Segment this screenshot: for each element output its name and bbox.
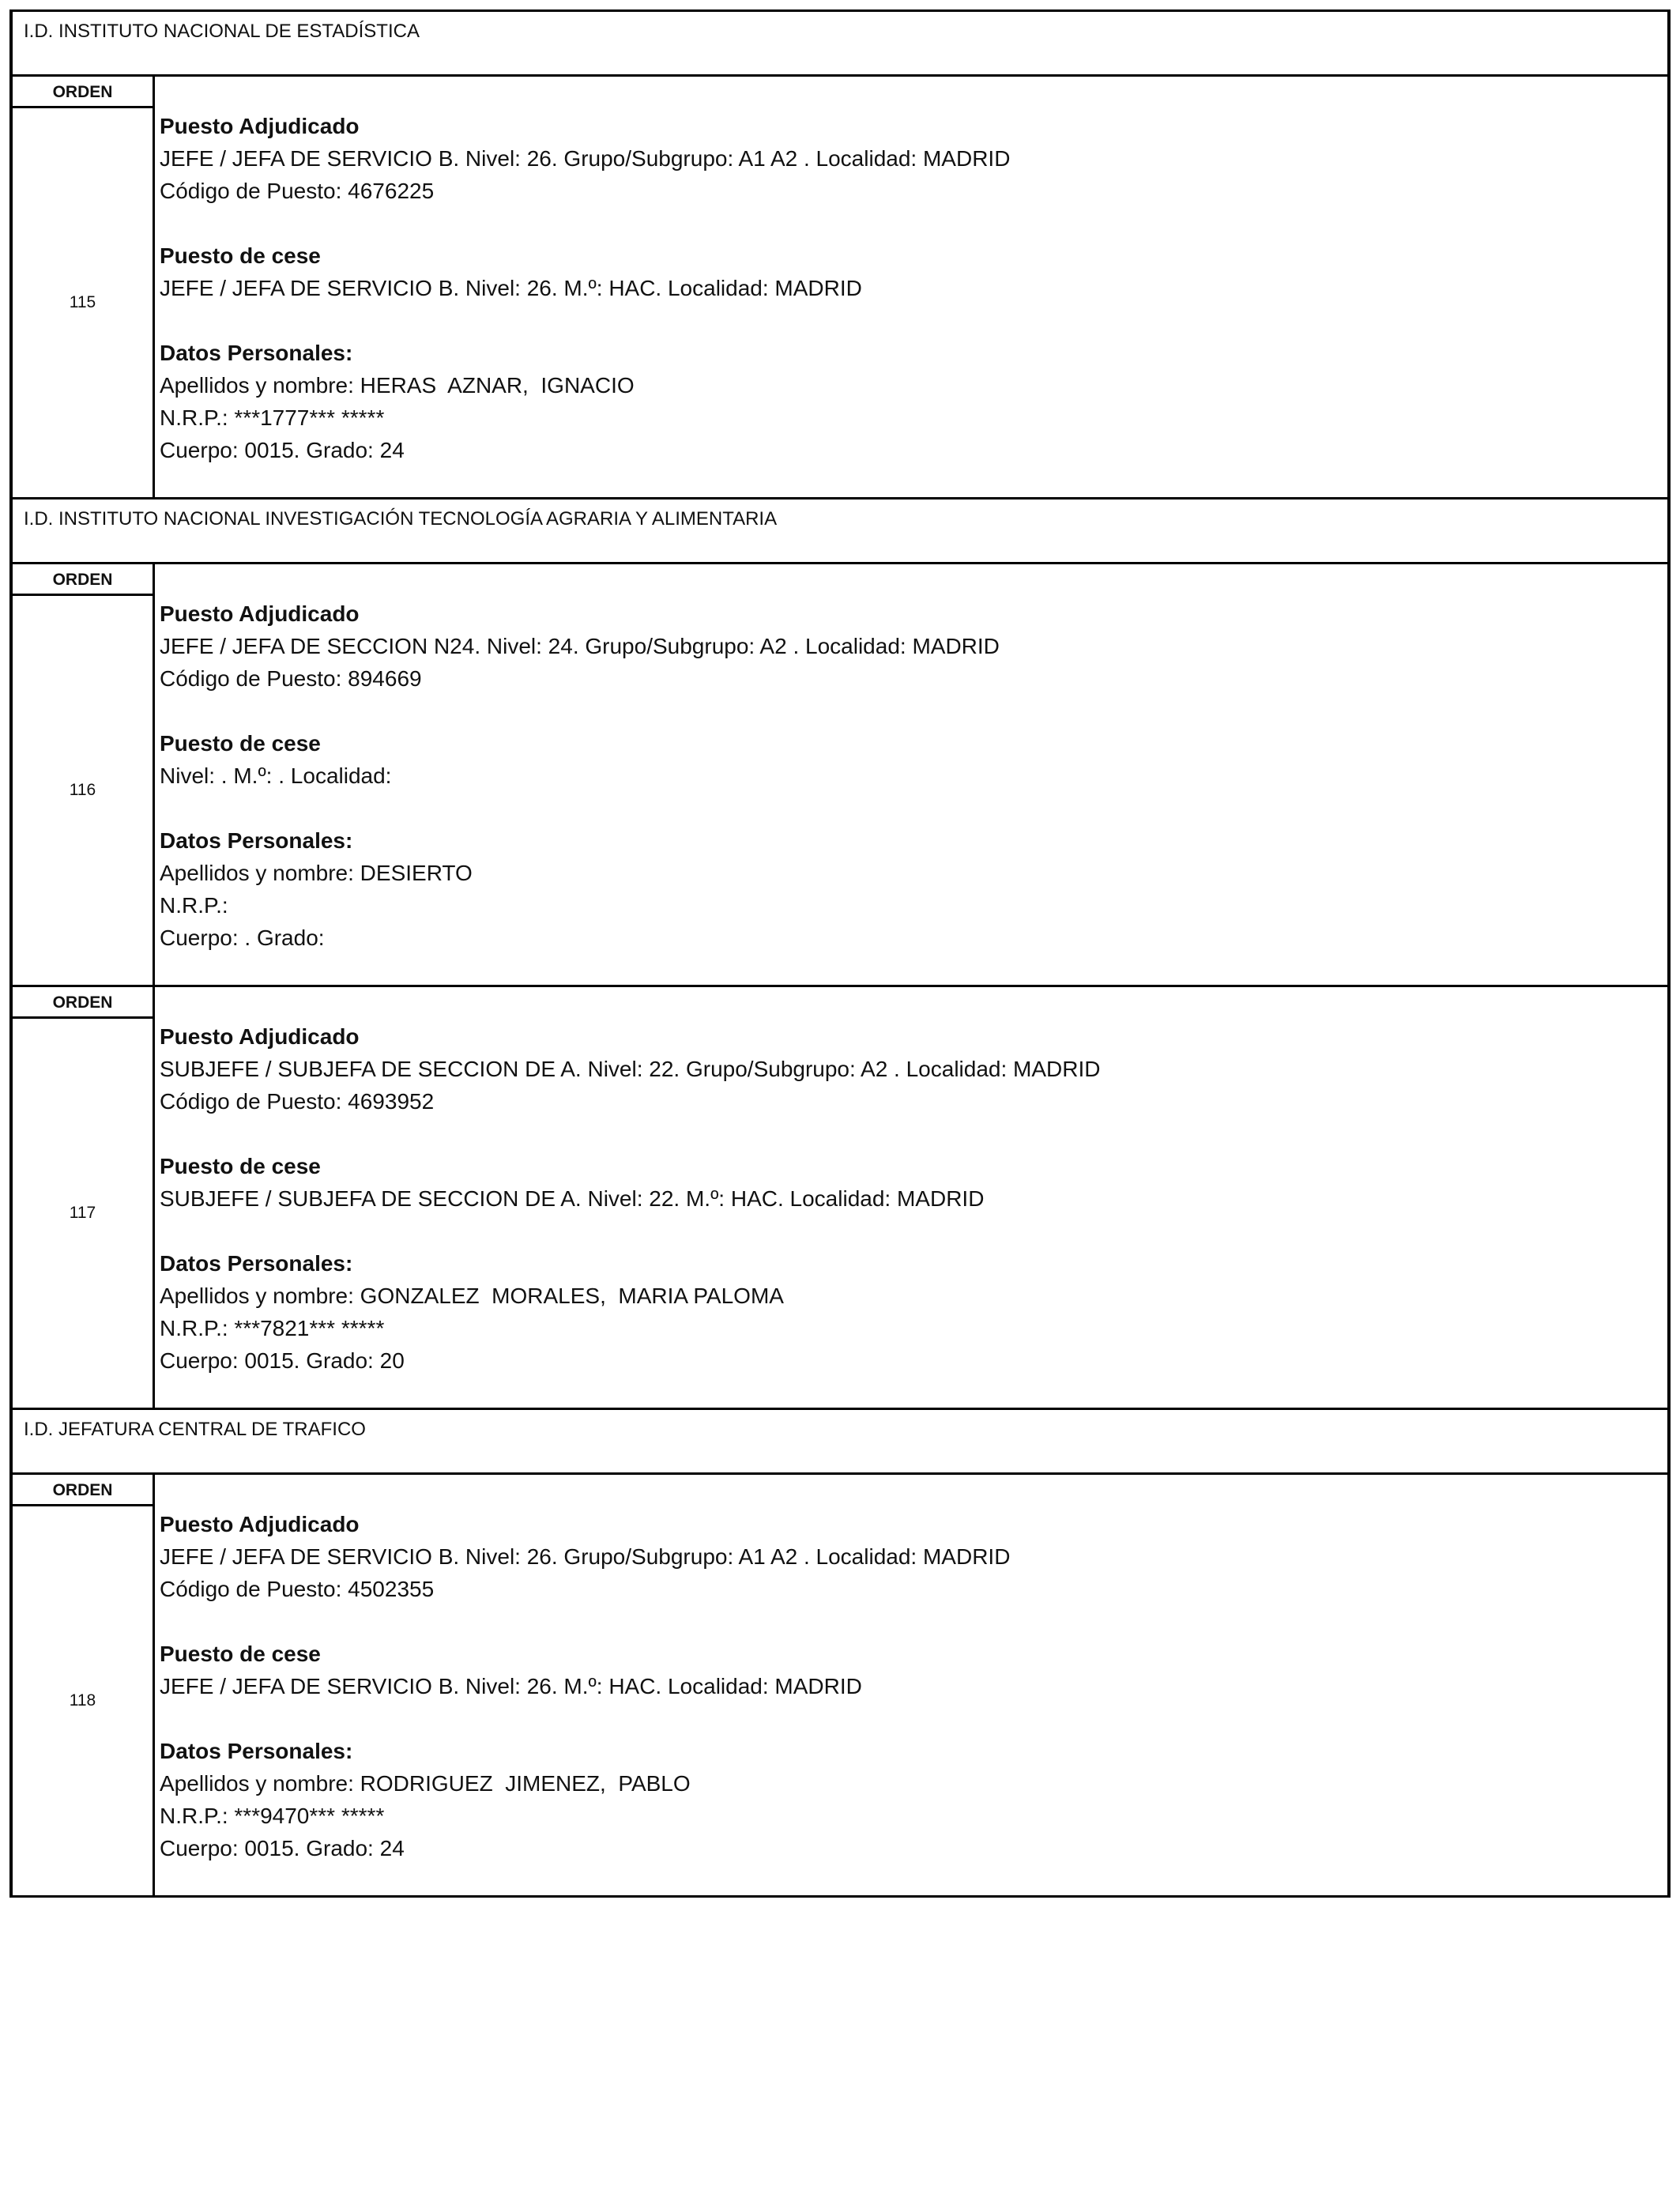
datos-title: Datos Personales: <box>160 1251 353 1276</box>
table-row <box>13 985 1667 1408</box>
cuerpo-line: Cuerpo: 0015. Grado: 20 <box>160 1348 405 1373</box>
orden-column <box>13 564 155 985</box>
orden-column <box>13 1475 155 1895</box>
adjudicado-title: Puesto Adjudicado <box>160 114 360 138</box>
cese-title: Puesto de cese <box>160 1642 321 1666</box>
orden-label: ORDEN <box>13 77 153 108</box>
entry-details <box>155 987 1667 1408</box>
datos-title: Datos Personales: <box>160 828 353 853</box>
adjudicado-line: JEFE / JEFA DE SECCION N24. Nivel: 24. Grupo/Subgrupo: A2 . Localidad: MADRID <box>160 634 1000 658</box>
nombre-line: Apellidos y nombre: HERAS AZNAR, IGNACIO <box>160 373 635 398</box>
table-row <box>13 562 1667 985</box>
cese-title: Puesto de cese <box>160 243 321 268</box>
adjudicado-line: JEFE / JEFA DE SERVICIO B. Nivel: 26. Grupo/Subgrupo: A1 A2 . Localidad: MADRID <box>160 1544 1011 1569</box>
nrp-line: N.R.P.: ***9470*** ***** <box>160 1804 385 1828</box>
codigo-puesto: Código de Puesto: 894669 <box>160 666 422 691</box>
cese-line: JEFE / JEFA DE SERVICIO B. Nivel: 26. M.º: HAC. Localidad: MADRID <box>160 1674 862 1698</box>
orden-label: ORDEN <box>13 987 153 1019</box>
cese-line: Nivel: . M.º: . Localidad: <box>160 763 392 788</box>
nrp-line: N.R.P.: ***1777*** ***** <box>160 405 385 430</box>
nrp-line: N.R.P.: <box>160 893 228 918</box>
orden-label: ORDEN <box>13 564 153 596</box>
table-row <box>13 1472 1667 1895</box>
cuerpo-line: Cuerpo: 0015. Grado: 24 <box>160 438 405 462</box>
cuerpo-line: Cuerpo: 0015. Grado: 24 <box>160 1836 405 1860</box>
entry-details <box>155 1475 1667 1895</box>
nombre-line: Apellidos y nombre: GONZALEZ MORALES, MARIA PALOMA <box>160 1284 784 1308</box>
codigo-puesto: Código de Puesto: 4502355 <box>160 1577 435 1601</box>
orden-number: 117 <box>69 1204 96 1222</box>
orden-label: ORDEN <box>13 1475 153 1506</box>
nombre-line: Apellidos y nombre: DESIERTO <box>160 861 473 885</box>
adjudicado-line: SUBJEFE / SUBJEFA DE SECCION DE A. Nivel: 22. Grupo/Subgrupo: A2 . Localidad: MADRID <box>160 1057 1101 1081</box>
orden-number: 115 <box>69 293 96 311</box>
codigo-puesto: Código de Puesto: 4693952 <box>160 1089 435 1114</box>
entry-details <box>155 77 1667 497</box>
cese-title: Puesto de cese <box>160 731 321 756</box>
cese-line: SUBJEFE / SUBJEFA DE SECCION DE A. Nivel: 22. M.º: HAC. Localidad: MADRID <box>160 1186 985 1211</box>
resolution-table <box>9 9 1671 1898</box>
nrp-line: N.R.P.: ***7821*** ***** <box>160 1316 385 1340</box>
datos-title: Datos Personales: <box>160 341 353 365</box>
unit-header: I.D. INSTITUTO NACIONAL DE ESTADÍSTICA <box>13 9 1667 74</box>
orden-column <box>13 77 155 497</box>
datos-title: Datos Personales: <box>160 1739 353 1763</box>
cese-title: Puesto de cese <box>160 1154 321 1178</box>
cuerpo-line: Cuerpo: . Grado: <box>160 925 325 950</box>
orden-number: 118 <box>69 1691 96 1710</box>
orden-column <box>13 987 155 1408</box>
table-row <box>13 74 1667 497</box>
adjudicado-title: Puesto Adjudicado <box>160 1512 360 1536</box>
orden-number: 116 <box>69 781 96 799</box>
nombre-line: Apellidos y nombre: RODRIGUEZ JIMENEZ, PABLO <box>160 1771 691 1796</box>
unit-header: I.D. INSTITUTO NACIONAL INVESTIGACIÓN TECNOLOGÍA AGRARIA Y ALIMENTARIA <box>13 497 1667 562</box>
adjudicado-title: Puesto Adjudicado <box>160 1024 360 1049</box>
adjudicado-title: Puesto Adjudicado <box>160 601 360 626</box>
cese-line: JEFE / JEFA DE SERVICIO B. Nivel: 26. M.º: HAC. Localidad: MADRID <box>160 276 862 300</box>
entry-details <box>155 564 1667 985</box>
unit-header: I.D. JEFATURA CENTRAL DE TRAFICO <box>13 1408 1667 1472</box>
adjudicado-line: JEFE / JEFA DE SERVICIO B. Nivel: 26. Grupo/Subgrupo: A1 A2 . Localidad: MADRID <box>160 146 1011 171</box>
codigo-puesto: Código de Puesto: 4676225 <box>160 179 435 203</box>
